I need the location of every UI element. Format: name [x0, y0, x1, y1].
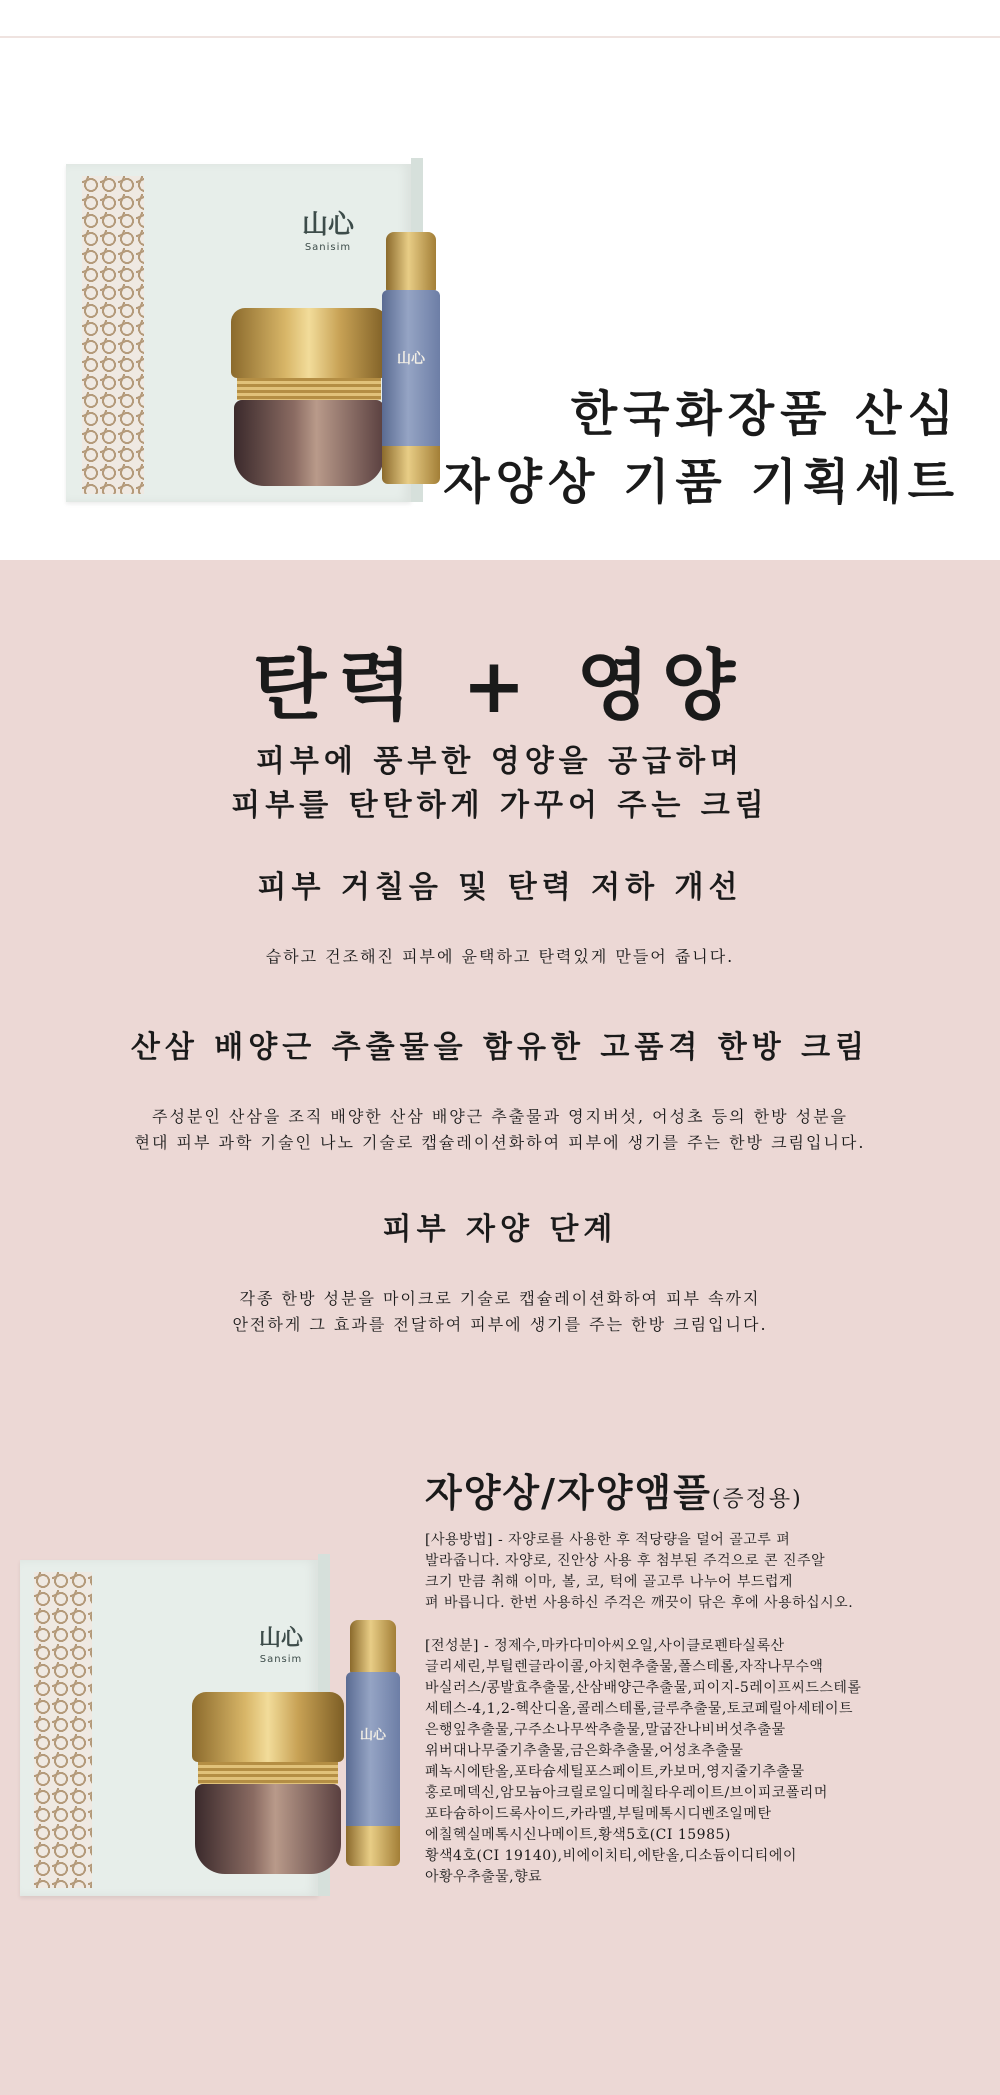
section3-title: 피부 자양 단계	[382, 1212, 618, 1247]
ingredient-line: 글리세린,부틸렌글라이콜,아치현추출물,폴스테롤,자작나무수액	[425, 1659, 824, 1675]
ingredient-line: 세테스-4,1,2-헥산디올,콜레스테롤,글루추출물,토코페릴아세테이트	[425, 1701, 854, 1717]
usage-line: 크기 만큼 취해 이마, 볼, 코, 턱에 골고루 나누어 부드럽게	[425, 1574, 793, 1590]
detail-product-image	[20, 1554, 420, 1900]
ingredient-line: 아황우추출물,향료	[425, 1869, 543, 1885]
ampoule-2-cap	[350, 1620, 396, 1674]
usage-line: 펴 바릅니다. 한번 사용하신 주걱은 깨끗이 닦은 후에 사용하십시오.	[425, 1595, 854, 1611]
cream-jar-2-body	[195, 1784, 341, 1874]
section1-title: 피부 거칠음 및 탄력 저하 개선	[257, 870, 743, 905]
ingredient-line: 은행잎추출물,구주소나무싹추출물,말굽잔나비버섯추출물	[425, 1722, 786, 1738]
detail-title-text: 자양상/자양앰플	[425, 1470, 712, 1515]
ingredient-line: 포타슘하이드록사이드,카라멜,부틸메톡시디벤조일메탄	[425, 1806, 772, 1822]
ingredient-line: 폐녹시에탄올,포타슘세틸포스페이트,카보머,영지줄기추출물	[425, 1764, 805, 1780]
ingredient-line: 위버대나무줄기추출물,금은화추출물,어성초추출물	[425, 1743, 744, 1759]
section2-body-line1: 주성분인 산삼을 조직 배양한 산삼 배양근 추출물과 영지버섯, 어성초 등의 한방 성분을	[152, 1107, 848, 1126]
ampoule-logo: 山心	[397, 351, 425, 367]
section2-body-line2: 현대 피부 과학 기술인 나노 기술로 캡슐레이션화하여 피부에 생기를 주는 한방 크림입니다.	[134, 1133, 866, 1152]
hero-title-line1: 한국화장품 산심	[570, 386, 960, 442]
hero-title	[443, 380, 960, 516]
section3-body-line2: 안전하게 그 효과를 전달하여 피부에 생기를 주는 한방 크림입니다.	[232, 1315, 768, 1334]
box-logo-sub: Sanisim	[304, 242, 352, 253]
section1-body: 습하고 건조해진 피부에 윤택하고 탄력있게 만들어 줍니다.	[265, 947, 735, 966]
usage-line: [사용방법] - 자양로를 사용한 후 적당량을 덜어 골고루 펴	[425, 1532, 791, 1548]
ingredient-line: [전성분] - 정제수,마카다미아씨오일,사이클로펜타실록산	[425, 1638, 785, 1654]
ingredient-line: 에칠헥실메톡시신나메이트,황색5호(CI 15985)	[425, 1827, 731, 1843]
top-divider	[0, 36, 1000, 38]
cream-jar-2-band	[198, 1762, 338, 1784]
box-2-logo-glyph: 山心	[258, 1626, 303, 1651]
ampoule-2-body	[346, 1672, 400, 1838]
cream-jar-body	[234, 400, 384, 486]
box-logo	[288, 212, 368, 253]
hero-title-line2: 자양상 기품 기획세트	[443, 454, 960, 510]
ingredients-list	[425, 1636, 985, 1888]
ampoule-body	[382, 290, 440, 460]
box-2-logo-sub: Sansim	[259, 1654, 303, 1665]
box-2-logo	[246, 1628, 316, 1665]
detail-title	[425, 1462, 803, 1517]
box-logo-glyph: 山心	[301, 210, 354, 240]
ampoule-cap	[386, 232, 436, 292]
cream-jar-band	[237, 378, 381, 400]
section2-title: 산삼 배양근 추출물을 함유한 고품격 한방 크림	[130, 1030, 870, 1065]
ampoule-2-base	[346, 1826, 400, 1866]
cream-jar-2-lid	[192, 1692, 344, 1762]
box-2-lattice-pattern	[34, 1572, 92, 1888]
detail-title-note: (증정용)	[711, 1487, 803, 1512]
intro-text	[0, 740, 1000, 828]
ingredient-line: 황색4호(CI 19140),비에이치티,에탄올,디소듐이디티에이	[425, 1848, 797, 1864]
section3-body-line1: 각종 한방 성분을 마이크로 기술로 캡슐레이션화하여 피부 속까지	[239, 1289, 761, 1308]
box-lattice-pattern	[82, 176, 144, 494]
hero-product-image	[66, 158, 466, 504]
ingredient-line: 홍로메덱신,암모늄아크릴로일디메칠타우레이트/브이피코폴리머	[425, 1785, 828, 1801]
usage-line: 발라줍니다. 자양로, 진안상 사용 후 첨부된 주걱으로 콘 진주알	[425, 1553, 826, 1569]
section2-body	[0, 1104, 1000, 1156]
usage-instructions	[425, 1530, 985, 1614]
cream-jar-lid	[231, 308, 387, 378]
intro-line2: 피부를 탄탄하게 가꾸어 주는 크림	[231, 788, 769, 823]
main-heading: 탄력 + 영양	[252, 641, 748, 730]
section3-body	[0, 1286, 1000, 1338]
intro-line1: 피부에 풍부한 영양을 공급하며	[255, 744, 745, 779]
ampoule-2-logo: 山心	[359, 1728, 386, 1743]
ampoule-base	[382, 446, 440, 484]
ingredient-line: 바실러스/콩발효추출물,산삼배양근추출물,피이지-5레이프씨드스테롤	[425, 1680, 862, 1696]
